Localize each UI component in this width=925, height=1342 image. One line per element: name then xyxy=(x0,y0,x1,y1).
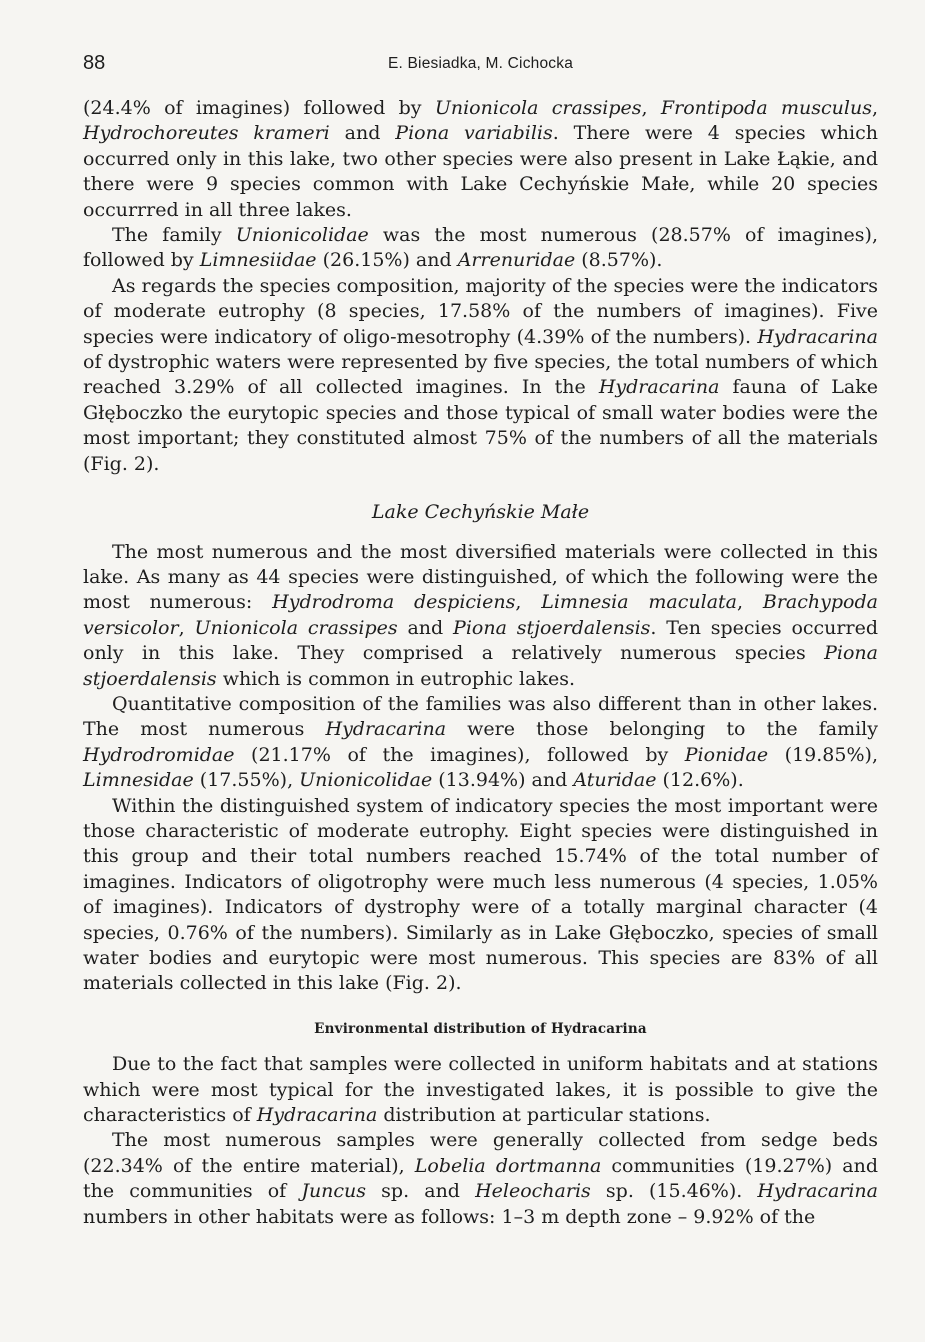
species-name: Hydrochoreutes krameri xyxy=(83,122,330,145)
family-name: Arrenuridae xyxy=(457,249,576,272)
text-run: (12.6%). xyxy=(656,769,744,792)
genus-name: Juncus xyxy=(301,1180,367,1203)
text-run: (17.55%), xyxy=(193,769,300,792)
paragraph-7 xyxy=(83,1052,878,1128)
text-run: of dystrophic waters were represented by five species, the total numbers of which reached 3.29% of all collected imagines. In the xyxy=(83,351,878,399)
text-run: was the most numerous (28.57% of imagines), followed by xyxy=(83,224,879,272)
species-name: Piona stjoerdalensis xyxy=(83,642,878,690)
taxon-name: Hydracarina xyxy=(256,1104,378,1127)
text-run: , xyxy=(641,97,661,119)
text-run: (24.4% of imagines) followed by xyxy=(83,97,435,119)
text-run: , xyxy=(871,97,878,119)
species-name: Unionicola crassipes xyxy=(194,616,398,639)
text-run: distribution at particular stations. xyxy=(377,1104,711,1127)
text-run: communities (19.27%) and the communities of xyxy=(83,1154,878,1203)
paragraph-6: Within the distinguished system of indicatory species the most important were those characteristic of moderate eutrophy. Eight species were distinguished in this group and their total numbers reached 15.74% of the total number of imagines. Indicators of oligotrophy were much less numerous (4 species, 1.05% of imagines). Indicators of dystrophy were of a totally marginal character (4 species, 0.76% of the numbers). Similarly as in Lake Głęboczko, species of small water bodies and eurytopic were most numerous. This species are 83% of all materials collected in this lake (Fig. 2). xyxy=(83,794,878,995)
text-run: The family xyxy=(112,224,236,247)
family-name: Limnesiidae xyxy=(199,249,317,272)
paragraph-2 xyxy=(83,223,878,274)
text-run: sp. and xyxy=(366,1180,476,1203)
text-run: and xyxy=(329,122,396,145)
text-run: , xyxy=(515,591,542,614)
family-name: Unionicolidae xyxy=(299,769,433,792)
text-run: The most numerous samples were generally collected from sedge beds (22.34% of the entire material), xyxy=(83,1129,878,1177)
page-number: 88 xyxy=(83,52,106,74)
text-run: (8.57%). xyxy=(575,249,663,272)
taxon-name: Hydracarina xyxy=(757,1180,878,1203)
species-name: Unionicola crassipes xyxy=(434,97,642,119)
text-run: (26.15%) and xyxy=(316,249,458,272)
article-body xyxy=(83,96,878,1230)
family-name: Aturidae xyxy=(573,769,657,792)
text-run: sp. (15.46%). xyxy=(590,1180,758,1203)
paragraph-4 xyxy=(83,540,878,692)
species-name: Piona variabilis xyxy=(395,122,553,145)
paragraph-3 xyxy=(83,274,878,477)
text-run: , xyxy=(178,616,195,639)
species-name: Brachypoda versicolor xyxy=(83,591,878,639)
text-run: The most numerous and the most diversified materials were collected in this lake. As many as 44 species were distinguished, of which the following were the most numerous: xyxy=(83,540,878,614)
species-name: Lobelia dortmanna xyxy=(414,1154,602,1177)
text-run: , xyxy=(737,591,763,614)
family-name: Limnesidae xyxy=(83,769,194,792)
text-run: Quantitative composition of the families was also different than in other lakes. The most numerous xyxy=(83,692,878,741)
taxon-name: Hydracarina xyxy=(598,376,720,399)
running-head-authors: E. Biesiadka, M. Cichocka xyxy=(387,55,574,72)
text-run: (21.17% of the imagines), followed by xyxy=(234,743,685,766)
species-name: Hydrodroma despiciens xyxy=(272,591,516,614)
text-run: numbers in other habitats were as follows: 1–3 m depth zone – 9.92% of the xyxy=(83,1205,816,1228)
paragraph-8 xyxy=(83,1128,878,1230)
text-run: As regards the species composition, majority of the species were the indicators of moderate eutrophy (8 species, 17.58% of the numbers of imagines). Five species were indicatory of oligo-mesotrophy (4.39% of the numbers). xyxy=(83,274,878,348)
text-run: which is common in eutrophic lakes. xyxy=(216,667,575,690)
paragraph-5 xyxy=(83,692,878,794)
species-name: Piona stjoerdalensis xyxy=(453,616,651,639)
species-name: Frontipoda musculus xyxy=(660,97,872,119)
text-run: (13.94%) and xyxy=(432,769,574,792)
family-name: Unionicolidae xyxy=(235,224,369,247)
text-run: . There were 4 species which occurred only in this lake, two other species were also present in Lake Łąkie, and there were 9 species common with Lake Cechyńskie Małe, while 20 species occurrred in all three lakes. xyxy=(83,122,878,221)
taxon-name: Hydracarina xyxy=(757,325,878,348)
genus-name: Heleocharis xyxy=(475,1180,591,1203)
taxon-name: Hydracarina xyxy=(325,718,447,741)
paragraph-1 xyxy=(83,96,878,223)
running-head xyxy=(83,52,878,80)
text-run: Due to the fact that samples were collected in uniform habitats and at stations which were most typical for the investigated lakes, it is possible to give the characteristics of xyxy=(83,1053,878,1127)
text-run: and xyxy=(397,616,454,639)
family-name: Hydrodromidae xyxy=(83,743,235,766)
section-heading-lake-cechynskie-male: Lake Cechyńskie Małe xyxy=(371,501,590,524)
family-name: Pionidae xyxy=(684,743,769,766)
text-run: (19.85%), xyxy=(768,743,878,766)
text-run: fauna of Lake Głęboczko the eurytopic species and those typical of small water bodies were the most important; they constituted almost 75% of the numbers of all the materials (Fig. 2). xyxy=(83,376,878,475)
section-heading-environmental-distribution: Environmental distribution of Hydracarina xyxy=(314,1020,647,1037)
species-name: Limnesia maculata xyxy=(541,591,738,614)
text-run: . Ten species occurred only in this lake. They comprised a relatively numerous species xyxy=(83,616,878,665)
text-run: were those belonging to the family xyxy=(446,718,878,741)
